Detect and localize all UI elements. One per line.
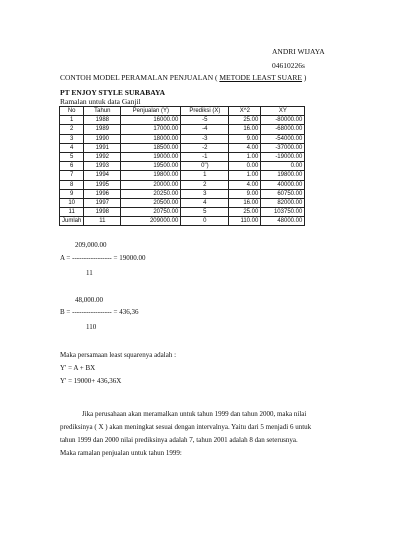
table-row [60, 134, 305, 143]
table-row [60, 171, 305, 180]
paragraph-line-2: prediksinya ( X ) akan meningkat sesuai dengan intervalnya. Yaitu dari 5 menjadi 6 untuk [60, 423, 312, 431]
cell-xy: -19000.00 [261, 152, 305, 161]
total-cell-no: Jumlah [60, 217, 84, 226]
cell-prediksi: 1 [181, 171, 229, 180]
equation-general: Y' = A + BX [60, 364, 96, 372]
cell-tahun: 1992 [84, 152, 121, 161]
cell-no: 3 [60, 134, 84, 143]
a-numerator: 209,000.00 [75, 241, 107, 249]
equation-result: Y' = 19000+ 436,36X [60, 377, 122, 385]
total-cell-xy: 48000.00 [261, 217, 305, 226]
cell-penjualan: 19000.00 [121, 152, 181, 161]
cell-xy: 0.00 [261, 162, 305, 171]
document-title [60, 73, 306, 82]
a-formula: A = ----------------- = 19000.00 [60, 254, 146, 262]
cell-tahun: 1995 [84, 180, 121, 189]
cell-tahun: 1991 [84, 143, 121, 152]
b-formula: B = ----------------- = 436,36 [60, 308, 139, 316]
cell-prediksi: 3 [181, 189, 229, 198]
cell-prediksi: -2 [181, 143, 229, 152]
cell-prediksi: 5 [181, 208, 229, 217]
cell-penjualan: 16000.00 [121, 116, 181, 125]
cell-x2: 4.00 [229, 143, 261, 152]
cell-no: 5 [60, 152, 84, 161]
cell-penjualan: 18000.00 [121, 134, 181, 143]
b-denominator: 110 [86, 323, 97, 331]
cell-penjualan: 17000.00 [121, 125, 181, 134]
cell-xy: -37000.00 [261, 143, 305, 152]
title-prefix: CONTOH MODEL PERAMALAN PENJUALAN ( [60, 73, 220, 82]
cell-xy: 82000.00 [261, 198, 305, 207]
cell-x2: 9.00 [229, 189, 261, 198]
cell-tahun: 1998 [84, 208, 121, 217]
header-no: No [60, 107, 84, 116]
cell-prediksi: -4 [181, 125, 229, 134]
cell-xy: 60750.00 [261, 189, 305, 198]
cell-xy: 19800.00 [261, 171, 305, 180]
table-header-row [60, 107, 305, 116]
title-method: METODE LEAST SUARE [219, 73, 303, 82]
cell-x2: 0.00 [229, 162, 261, 171]
cell-no: 10 [60, 198, 84, 207]
a-denominator: 11 [86, 269, 93, 277]
cell-x2: 4.00 [229, 180, 261, 189]
cell-prediksi: -1 [181, 152, 229, 161]
cell-x2: 16.00 [229, 125, 261, 134]
table-row [60, 125, 305, 134]
cell-penjualan: 20750.00 [121, 208, 181, 217]
cell-penjualan: 20250.00 [121, 189, 181, 198]
cell-xy: 103750.00 [261, 208, 305, 217]
cell-x2: 25.00 [229, 116, 261, 125]
cell-no: 8 [60, 180, 84, 189]
cell-prediksi: -5 [181, 116, 229, 125]
cell-tahun: 1996 [84, 189, 121, 198]
cell-x2: 1.00 [229, 171, 261, 180]
table-row [60, 180, 305, 189]
cell-tahun: 1994 [84, 171, 121, 180]
cell-x2: 9.00 [229, 134, 261, 143]
cell-x2: 1.00 [229, 152, 261, 161]
table-row [60, 116, 305, 125]
cell-no: 7 [60, 171, 84, 180]
cell-prediksi: 4 [181, 198, 229, 207]
table-row [60, 143, 305, 152]
table-subtitle: Ramalan untuk data Ganjil [60, 97, 141, 106]
cell-xy: 40000.00 [261, 180, 305, 189]
paragraph-line-1: Jika perusahaan akan meramalkan untuk tahun 1999 dan tahun 2000, maka nilai [82, 410, 307, 418]
table-total-row [60, 217, 305, 226]
cell-prediksi: 2 [181, 180, 229, 189]
cell-tahun: 1993 [84, 162, 121, 171]
header-x2: X^2 [229, 107, 261, 116]
cell-x2: 25.00 [229, 208, 261, 217]
cell-tahun: 1997 [84, 198, 121, 207]
table-row [60, 162, 305, 171]
cell-penjualan: 19800.00 [121, 171, 181, 180]
cell-no: 2 [60, 125, 84, 134]
table-row [60, 208, 305, 217]
table-row [60, 189, 305, 198]
cell-no: 6 [60, 162, 84, 171]
cell-no: 11 [60, 208, 84, 217]
total-cell-tahun: 11 [84, 217, 121, 226]
total-cell-x2: 110.00 [229, 217, 261, 226]
cell-no: 1 [60, 116, 84, 125]
header-penjualan: Penjualan (Y) [121, 107, 181, 116]
cell-penjualan: 20000.00 [121, 180, 181, 189]
total-cell-penjualan: 209000.00 [121, 217, 181, 226]
total-cell-prediksi: 0 [181, 217, 229, 226]
cell-tahun: 1990 [84, 134, 121, 143]
table-row [60, 152, 305, 161]
header-tahun: Tahun [84, 107, 121, 116]
author-name: ANDRI WIJAYA [272, 47, 325, 56]
cell-tahun: 1989 [84, 125, 121, 134]
cell-prediksi: -3 [181, 134, 229, 143]
cell-penjualan: 18500.00 [121, 143, 181, 152]
cell-no: 4 [60, 143, 84, 152]
company-name: PT ENJOY STYLE SURABAYA [60, 88, 166, 97]
cell-tahun: 1988 [84, 116, 121, 125]
cell-xy: -68000.00 [261, 125, 305, 134]
title-suffix: ) [302, 73, 307, 82]
header-xy: XY [261, 107, 305, 116]
student-id: 04610226s [272, 61, 305, 70]
cell-prediksi: 0") [181, 162, 229, 171]
cell-no: 9 [60, 189, 84, 198]
table-row [60, 198, 305, 207]
paragraph-line-3: tahun 1999 dan 2000 nilai prediksinya adalah 7, tahun 2001 adalah 8 dan seterusnya. [60, 436, 298, 444]
cell-xy: -54000.00 [261, 134, 305, 143]
cell-penjualan: 19500.00 [121, 162, 181, 171]
header-prediksi: Prediksi (X) [181, 107, 229, 116]
cell-xy: -80000.00 [261, 116, 305, 125]
sales-table [59, 106, 305, 226]
paragraph-line-4: Maka ramalan penjualan untuk tahun 1999: [60, 449, 182, 457]
cell-x2: 16.00 [229, 198, 261, 207]
equation-title: Maka persamaan least squarenya adalah : [60, 351, 177, 359]
cell-penjualan: 20500.00 [121, 198, 181, 207]
b-numerator: 48,000.00 [75, 296, 103, 304]
